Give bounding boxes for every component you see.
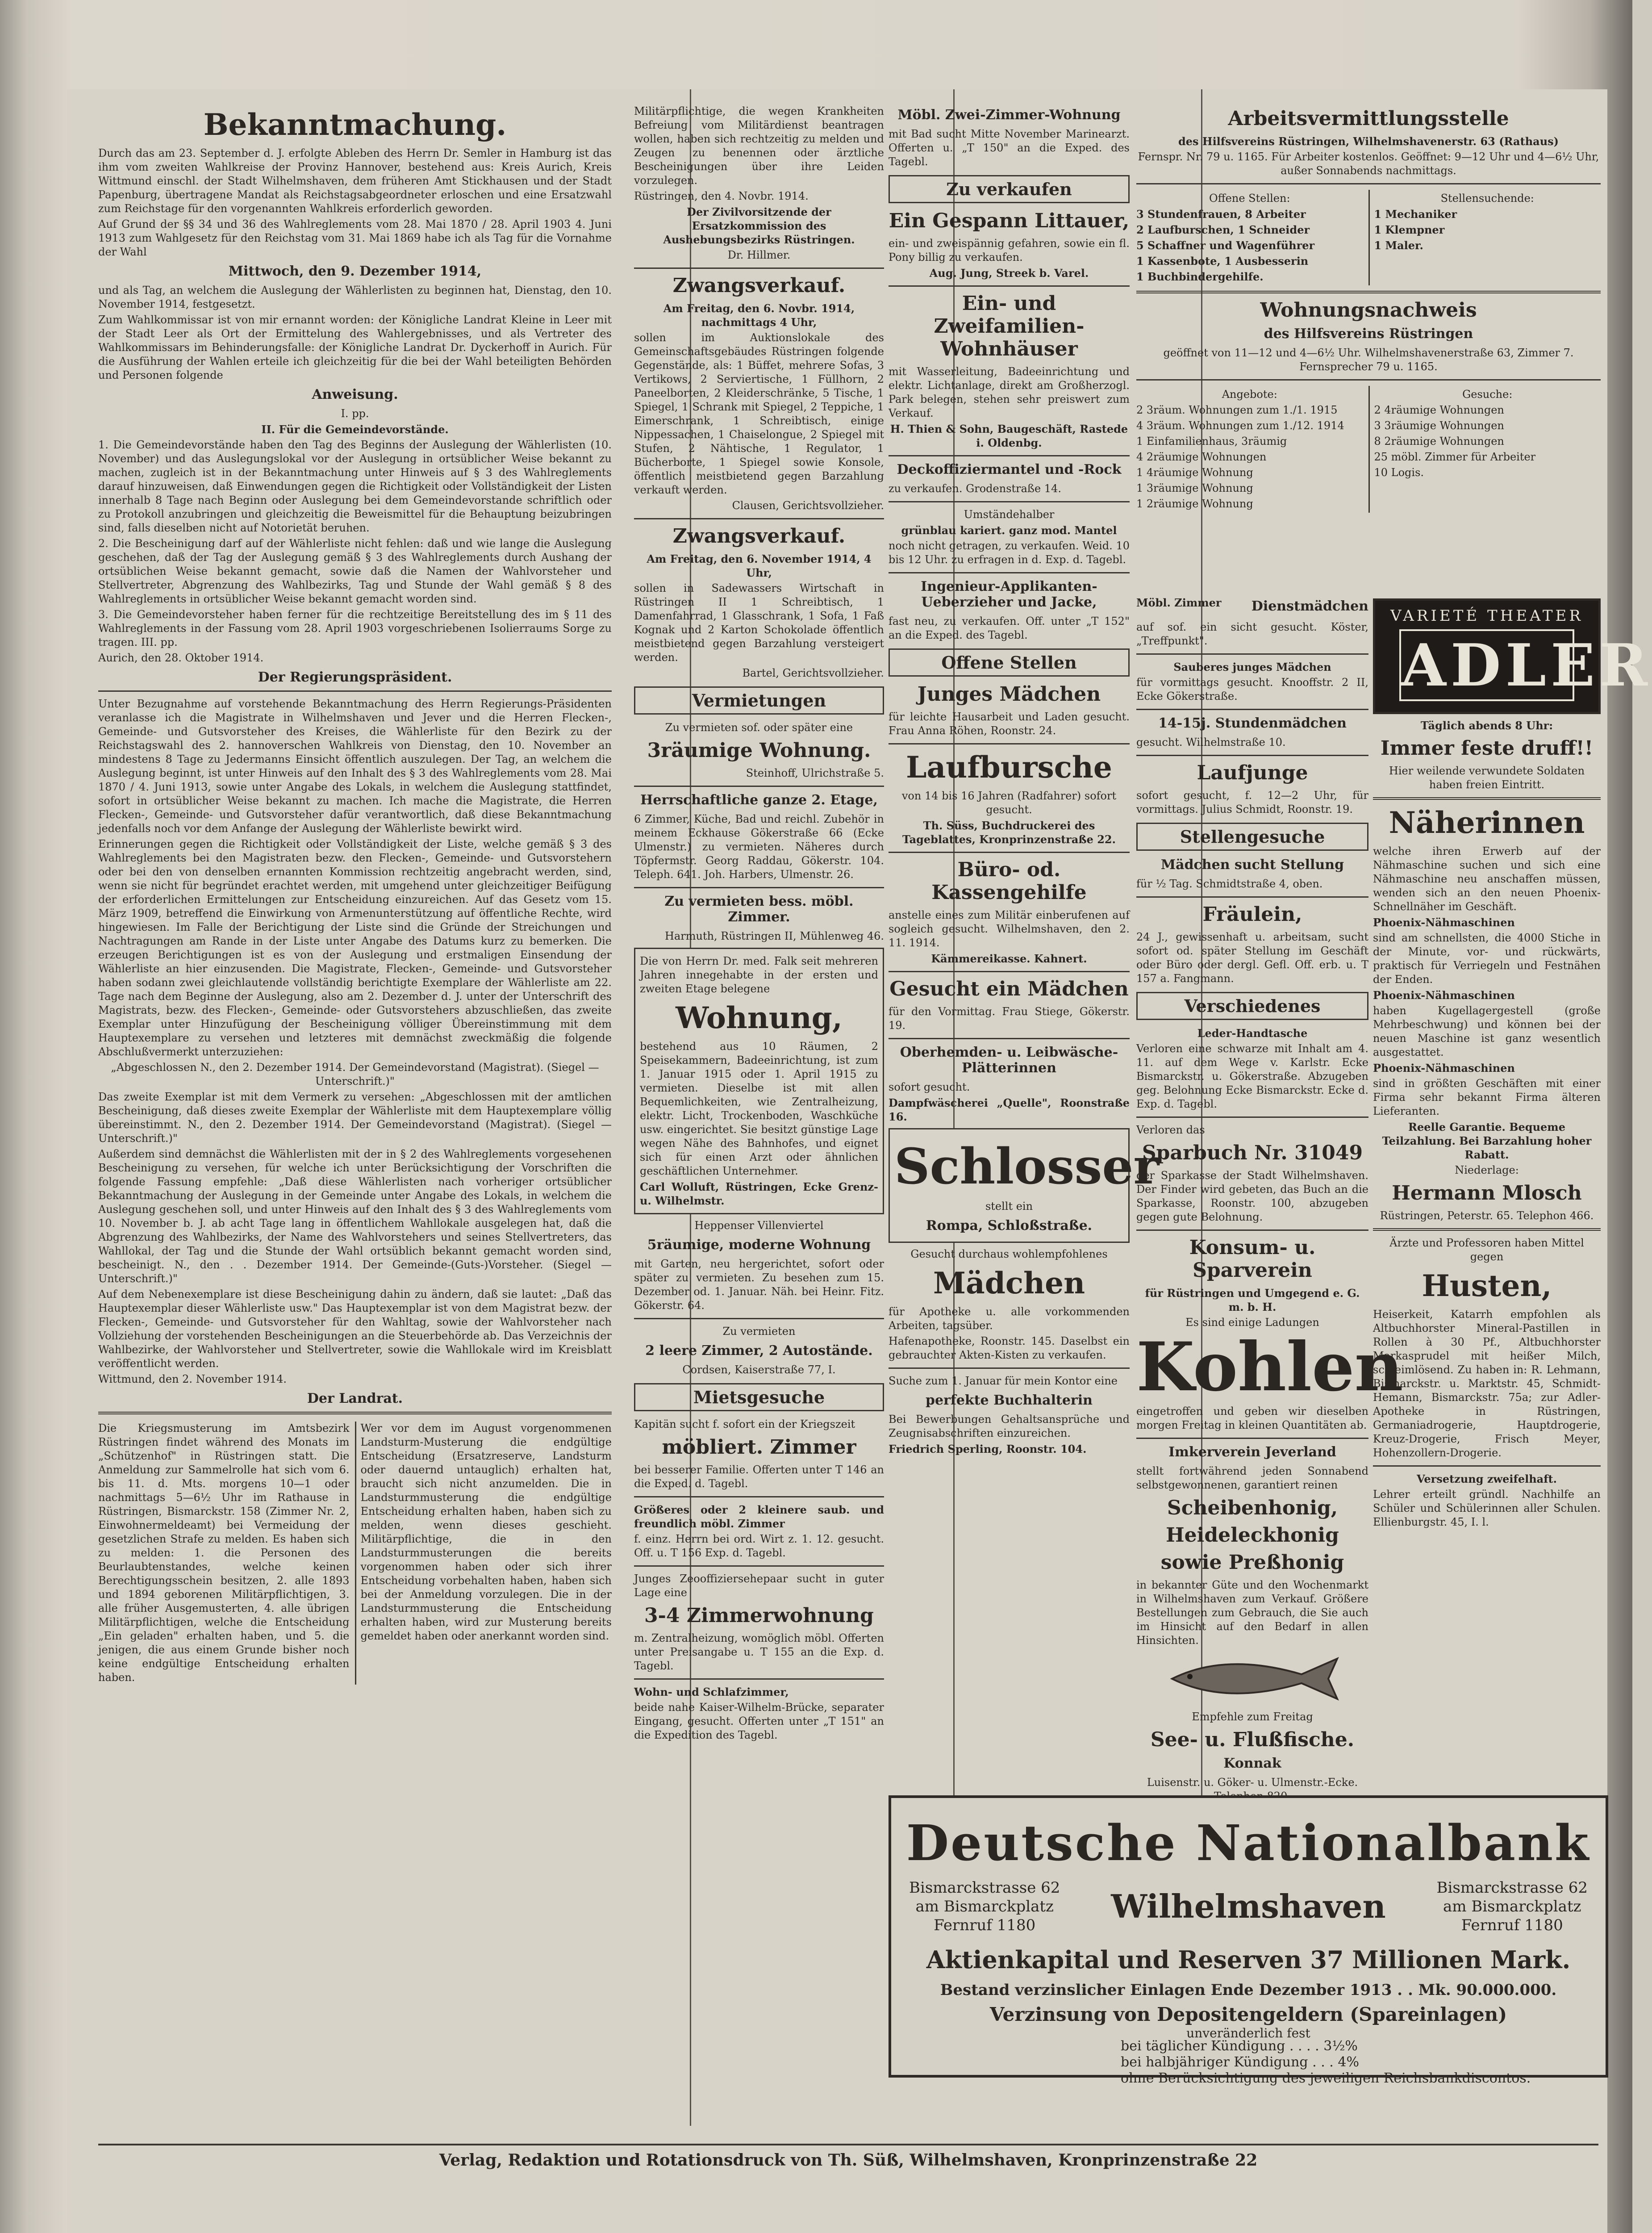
ad-text: stellt fortwährend jeden Sonnabend selbstgewonnenen, garantiert reinen bbox=[1136, 1465, 1368, 1491]
ad-text: f. einz. Herrn bei ord. Wirt z. 1. 12. gesucht. Off. u. T 156 Exp. d. Tagebl. bbox=[634, 1533, 884, 1559]
ad-text: für leichte Hausarbeit und Laden gesucht. Frau Anna Röhen, Roonstr. 24. bbox=[889, 711, 1130, 737]
ad-text: Empfehle zum Freitag bbox=[1192, 1710, 1313, 1723]
bank-rates bbox=[1121, 2038, 1567, 2087]
bank-city: Wilhelmshaven bbox=[1111, 1887, 1386, 1925]
ad-headline: Näherinnen bbox=[1389, 805, 1585, 840]
section-label-rentals: Vermietungen bbox=[634, 686, 884, 715]
divider bbox=[1136, 709, 1368, 710]
list-item: 3 Stundenfrauen, 8 Arbeiter bbox=[1136, 208, 1306, 221]
list-item: 5 Schaffner und Wagenführer bbox=[1136, 239, 1315, 252]
list-item: 4 2räumige Wohnungen bbox=[1136, 451, 1267, 463]
ad-headline: 3räumige Wohnung. bbox=[647, 739, 871, 762]
ad-headline: perfekte Buchhalterin bbox=[926, 1392, 1093, 1408]
notice-paragraph: Auf dem Nebenexemplare ist diese Bescheinigung dahin zu ändern, daß sie lautet: „Daß das Hauptexemplar dieser Wählerliste usw." Das Hauptexemplar ist von dem Magistrat bezw. der Flecken-, Gemeinde- und Gutsvorsteher für den Wahltag, sowie der Wahlvorsteher nach Vollziehung der vorstehenden Bescheinigungen an die Steuerbehörde ab. Das Verzeichnis der Wahlbezirke, der Wahlvorsteher und Stellvertreter, sowie die Wahllokale wird im Kreisblatt veröffentlicht werden. bbox=[98, 1288, 612, 1370]
list-item: 2 4räumige Wohnungen bbox=[1374, 404, 1504, 416]
theater-name: ADLER bbox=[1399, 629, 1574, 701]
notice-item: 2. Die Bescheinigung darf auf der Wählerliste nicht fehlen: daß und wie lange die Auslegung geschehen, daß der Tag der Auslegung gemäß § 3 des Wahlreglements durch Aushang der ortsüblichen Weise bekannt gemacht, sowie daß die Namen der Wahlvorsteher und Stellvertreter, Abgrenzung des Wahlbezirks, Tag und Stunde der Wahl gemäß § 8 des Wahlreglements in ortsüblicher Weise bekannt gemacht worden sind. bbox=[98, 537, 612, 605]
auction-date: Am Freitag, den 6. Novbr. 1914, nachmittags 4 Uhr, bbox=[663, 302, 855, 329]
ad-headline: Imkerverein Jeverland bbox=[1168, 1444, 1336, 1460]
column-classifieds bbox=[889, 103, 1160, 1795]
divider bbox=[1136, 183, 1601, 184]
divider bbox=[634, 887, 884, 888]
list-item: 1 Maler. bbox=[1374, 239, 1423, 252]
ad-headline: Schlosser bbox=[894, 1137, 1160, 1195]
list-item: 4 3räum. Wohnungen zum 1./12. 1914 bbox=[1136, 419, 1344, 432]
list-item: 1 Klempner bbox=[1374, 223, 1445, 236]
signature: Dr. Hillmer. bbox=[727, 249, 791, 261]
ad-text: haben Kugellagergestell (große Mehrbeschwung) und können bei der neuen Maschine ist ganz wesentlich ausgestattet. bbox=[1373, 1004, 1601, 1058]
muster-right-text: Wer vor dem im August vorgenommenen Landsturm-Musterung die endgültige Entscheidung (Ersatzreserve, Landsturm oder dauernd untauglich) erhalten hat, braucht sich nicht anzumelden. Die in Landsturmmusterung die endgültige Entscheidung erhalten haben, haben sich zu melden, wenn dieses geschieht. Militärpflichtige, die in den Landsturmmusterungen die bereits vorgenommen haben oder sich ihrer Entscheidung vorbehalten haben, haben sich bei der Anmeldung vorzulegen. Die in der Landsturmmusterung die Entscheidung erhalten haben, wird zur Musterung bereits gemeldet haben oder anerkannt worden sind. bbox=[355, 1422, 612, 1685]
ad-text: gesucht. Wilhelmstraße 10. bbox=[1136, 736, 1286, 749]
column-auctions-rentals bbox=[634, 103, 884, 1804]
section-label-job-offers: Offene Stellen bbox=[889, 648, 1130, 677]
ad-headline: Zu vermieten bess. möbl. Zimmer. bbox=[664, 894, 854, 925]
authority-signature: Der Landrat. bbox=[307, 1391, 403, 1406]
ad-headline: Heideleckhonig bbox=[1166, 1524, 1339, 1547]
ad-headline: Phoenix-Nähmaschinen bbox=[1373, 916, 1515, 929]
ad-contact: Rüstringen, Peterstr. 65. Telephon 466. bbox=[1380, 1209, 1594, 1222]
ad-text: Verloren das bbox=[1136, 1124, 1205, 1136]
ad-text: für den Vormittag. Frau Stiege, Gökerstr. 19. bbox=[889, 1005, 1130, 1032]
bank-rate-halfyear: bei halbjähriger Kündigung . . . 4% bbox=[1121, 2054, 1359, 2070]
labor-office-title: Arbeitsvermittlungsstelle bbox=[1228, 107, 1509, 130]
list-item: 10 Logis. bbox=[1374, 466, 1424, 479]
ad-headline: Konsum- u. Sparverein bbox=[1189, 1236, 1316, 1282]
bank-rate-daily: bei täglicher Kündigung . . . . 3½% bbox=[1121, 2038, 1358, 2054]
notice-paragraph: Unter Bezugnahme auf vorstehende Bekanntmachung des Herrn Regierungs-Präsidenten veranlasse ich die Magistrate in Wilhelmshaven und Jever und die Herren Flecken-, Gemeinde- und Gutsvorsteher des Kreises, die Wählerliste für den Bezirk zu der Reichstagswahl des 2. hannoverschen Wahlkreis von Dienstag, den 10. November an mindestens 8 Tage zu Jedermanns Einsicht öffentlich auszulegen. Der Tag, an welchem die Auslegung beginnt, ist unter Hinweis auf den Inhalt des § 3 des Wahlreglements vom 28. Mai 1870 / 4. Juni 1913, sowie unter Angabe des Lokals, in welchem die Auslegung stattfindet, sofort in ortsüblicher Weise bekannt zu machen. Ich mache die Magistrate, die Herren Flecken-, Gemeinde- und Gutsvorsteher dafür verantwortlich, daß diese Bekanntmachung jedenfalls noch vor dem Anfange der Auslegung der Wählerliste bewirkt wird. bbox=[98, 698, 612, 835]
ad-contact: Cordsen, Kaiserstraße 77, I. bbox=[682, 1363, 836, 1376]
auction-date: Am Freitag, den 6. November 1914, 4 Uhr, bbox=[647, 552, 872, 579]
section-label-miscellaneous: Verschiedenes bbox=[1136, 992, 1368, 1020]
authority-signature: Der Regierungspräsident. bbox=[258, 669, 452, 685]
ad-contact: Steinhoff, Ulrichstraße 5. bbox=[746, 767, 884, 779]
ad-headline: Ingenieur-Applikanten-Ueberzieher und Jacke, bbox=[921, 579, 1097, 610]
ad-text: mit Garten, neu hergerichtet, sofort oder später zu vermieten. Zu besehen zum 15. Dezember od. 1. Januar. Näh. bei Heinr. Fitz. Gökerstr. 64. bbox=[634, 1258, 884, 1312]
list-item: 2 Laufburschen, 1 Schneider bbox=[1136, 223, 1310, 236]
ad-headline: Leder-Handtasche bbox=[1197, 1027, 1308, 1040]
column-classifieds-2 bbox=[1136, 594, 1403, 1791]
ad-text: Niederlage: bbox=[1455, 1164, 1519, 1176]
ad-headline: Junges Mädchen bbox=[917, 683, 1101, 706]
ad-headline: Versetzung zweifelhaft. bbox=[1416, 1472, 1557, 1485]
section-label-rental-wanted: Mietsgesuche bbox=[634, 1383, 884, 1411]
ad-text: ein- und zweispännig gefahren, sowie ein fl. Pony billig zu verkaufen. bbox=[889, 237, 1130, 263]
ad-contact: Rompa, Schloßstraße. bbox=[926, 1218, 1093, 1234]
divider bbox=[634, 518, 884, 519]
ad-text: 24 J., gewissenhaft u. arbeitsam, sucht sofort od. später Stellung im Geschäft oder Büro oder dergl. Gefl. Off. erb. u. T 157 a. Fangmann. bbox=[1136, 931, 1368, 985]
column-right-ads bbox=[1373, 594, 1652, 1791]
ad-text: bei besserer Familie. Offerten unter T 146 an die Exped. d. Tagebl. bbox=[634, 1464, 884, 1490]
ad-text: sind in größten Geschäften mit einer Firma sehr bekannt Firma älteren Lieferanten. bbox=[1373, 1077, 1601, 1117]
place-date: Aurich, den 28. Oktober 1914. bbox=[98, 652, 264, 664]
bank-title: Deutsche Nationalbank bbox=[906, 1814, 1591, 1872]
bank-deposits: Bestand verzinslicher Einlagen Ende Dezember 1913 . . Mk. 90.000.000. bbox=[940, 1981, 1557, 1999]
ad-box-apartment bbox=[634, 948, 884, 1214]
ad-headline: Phoenix-Nähmaschinen bbox=[1373, 1062, 1515, 1075]
divider bbox=[889, 1038, 1130, 1039]
ad-headline: Husten, bbox=[1422, 1268, 1552, 1303]
list-item: 1 4räumige Wohnung bbox=[1136, 466, 1253, 479]
ad-text: Umständehalber bbox=[964, 508, 1055, 521]
ad-headline: Wohn- und Schlafzimmer, bbox=[634, 1685, 789, 1698]
place-date: Rüstringen, den 4. Novbr. 1914. bbox=[634, 190, 809, 202]
auction-title: Zwangsverkauf. bbox=[672, 274, 846, 297]
divider bbox=[889, 285, 1130, 287]
ad-text: 6 Zimmer, Küche, Bad und reichl. Zubehör in meinem Eckhause Gökerstraße 66 (Ecke Ulmenstr.) zu vermieten. Näheres durch Töpfermstr. Georg Raddau, Gökerstr. 104. Teleph. 641. Joh. Harbers, Ulmenstr. 26. bbox=[634, 813, 884, 881]
notice-paragraph: Außerdem sind demnächst die Wählerlisten mit der in § 2 des Wahlreglements vorgesehenen Bescheinigung zu versehen, für welche ich unter Berücksichtigung der Vorschriften die folgende Fassung empfehle: „Daß diese Wählerlisten nach vorheriger ortsüblicher Bekanntmachung der Auslegung in der Gemeinde unter Angabe des Lokals, in welchem die Auslegung geschehen soll, und unter Hinweis auf den Inhalt des § 3 des Wahlreglements vom 10. November b. J. ab acht Tage lang in öffentlichem Wahllokale ausgelegen hat, daß die Abgrenzung des Wahlbezirks, der Name des Wahlvorstehers und seines Stellvertreters, das Wahllokal, der Tag und die Stunde der Wahl ortsüblich bekannt gemacht worden sind, bescheinigt. N., den . . Dezember 1914. Der Gemeinde-(Guts-)Vorsteher. (Siegel — Unterschrift.)" bbox=[98, 1148, 612, 1285]
ad-headline: sowie Preßhonig bbox=[1160, 1551, 1344, 1574]
ad-headline: Laufbursche bbox=[906, 750, 1112, 785]
auction-text: sollen in Sadewassers Wirtschaft in Rüstringen II 1 Schreibtisch, 1 Damenfahrrad, 1 Glasschrank, 1 Sofa, 1 Faß Kognak und 2 Karton Schokolade öffentlich meistbietend gegen Barzahlung versteigert werden. bbox=[634, 582, 884, 664]
ad-text: Ärzte und Professoren haben Mittel gegen bbox=[1389, 1237, 1584, 1263]
list-heading: Gesuche: bbox=[1462, 388, 1513, 401]
ad-contact: Th. Süss, Buchdruckerei des Tageblattes, Kronprinzenstraße 22. bbox=[902, 819, 1116, 846]
divider bbox=[634, 1496, 884, 1497]
ad-contact: Aug. Jung, Streek b. Varel. bbox=[929, 267, 1089, 280]
divider bbox=[634, 1565, 884, 1567]
ad-contact: Carl Wolluft, Rüstringen, Ecke Grenz- u. Wilhelmstr. bbox=[640, 1180, 878, 1207]
ad-contact: H. Thien & Sohn, Baugeschäft, Rastede i. Oldenbg. bbox=[890, 422, 1128, 449]
divider bbox=[634, 268, 884, 269]
ad-text: Hier weilende verwundete Soldaten haben freien Eintritt. bbox=[1389, 765, 1585, 791]
ad-contact: Kämmereikasse. Kahnert. bbox=[931, 952, 1087, 965]
ad-text: mit Bad sucht Mitte November Marinearzt. Offerten u. „T 150" an die Exped. des Tagebl. bbox=[889, 128, 1130, 168]
ad-contact: Hafenapotheke, Roonstr. 145. Daselbst ein gebrauchter Akten-Kisten zu verkaufen. bbox=[889, 1335, 1130, 1361]
divider bbox=[1136, 1229, 1368, 1231]
ad-headline: Mädchen bbox=[933, 1266, 1085, 1300]
notice-paragraph: Erinnerungen gegen die Richtigkeit oder Vollständigkeit der Liste, welche gemäß § 3 des Wahlreglements bei den Magistraten bezw. den Flecken-, Gemeinde- und Gutsvorstehern oder bei den von denselben ernannten Kommission rechtzeitig angebracht werden, sind, wenn sie nicht für begründet erachtet werden, mit umgehend unter gleichzeitiger Beifügung der erforderlichen Ermittelungen zur Entscheidung einzureichen. Auf das Gesetz vom 15. März 1909, betreffend die Einwirkung von Armenunterstützung auf öffentliche Rechte, wird hingewiesen. Im Falle der Berichtigung der Liste sind die Gründe der Streichungen und Nachtragungen am Rande in der Liste unter Angabe des Datums kurz zu bemerken. Die erzeugen Berichtigungen ist es von der Auslegung und erstmaligen Einsendung der Wählerliste an hier einzusenden. Die Magistrate, Flecken-, Gemeinde- und Gutsvorsteher haben sodann zwei gleichlautende vollständig berichtigte Exemplare der Wählerliste am 22. Tage nach dem Beginne der Auslegung, also am 2. Dezember d. J. unter der Unterschrift des Magistrats, bezw. des Flecken-, Gemeinde- oder Gutsvorstehers abzuschließen, das zweite Exemplar unter Hinzufügung der Bescheinigung völliger Übereinstimmung mit dem Hauptexemplare zu versehen und letzteres mit demnächst zweckmäßig die folgende Abschlußvermerkt unterzuziehen: bbox=[98, 838, 612, 1058]
ad-headline: Größeres oder 2 kleinere saub. und freundlich möbl. Zimmer bbox=[634, 1503, 884, 1530]
bank-address-right: Bismarckstrasse 62 am Bismarckplatz Fernruf 1180 bbox=[1436, 1879, 1588, 1934]
ad-headline: Scheibenhonig, bbox=[1167, 1497, 1338, 1519]
ad-text: m. Zentralheizung, womöglich möbl. Offerten unter Preisangabe u. T 155 an die Exp. d. Tagebl. bbox=[634, 1632, 884, 1672]
section-label-job-wanted: Stellengesuche bbox=[1136, 823, 1368, 851]
bank-capital: Aktienkapital und Reserven 37 Millionen Mark. bbox=[926, 1945, 1571, 1974]
notice-item: 1. Die Gemeindevorstände haben den Tag des Beginns der Auslegung der Wählerlisten (10. November) und das Auslegungslokal vor der Auslegung in ortsüblicher Weise bekannt zu machen, zugleich ist in der Bekanntmachung unter Hinweis auf § 3 des Wahlreglements darauf hinzuweisen, daß Einwendungen gegen die Richtigkeit oder Vollständigkeit der Listen innerhalb 8 Tage nach Beginn oder Auslegung bei dem Gemeindevorstande schriftlich oder zu Protokoll anzubringen und gleichzeitig die Beweismittel für die Behauptung beizubringen sind, falls dieselben nicht auf Notorietät beruhen. bbox=[98, 439, 612, 534]
ad-text: Junges Zeooffiziersehepaar sucht in guter Lage eine bbox=[634, 1572, 884, 1599]
ad-text: Luisenstr. u. Göker- u. Ulmenstr.-Ecke. bbox=[1147, 1776, 1358, 1789]
housing-office-subtitle: des Hilfsvereins Rüstringen bbox=[1264, 326, 1473, 342]
list-heading: Angebote: bbox=[1222, 388, 1277, 401]
open-positions bbox=[1136, 190, 1363, 285]
ad-text: Die von Herrn Dr. med. Falk seit mehreren Jahren innegehabte in der ersten und zweiten Etage belegene bbox=[640, 955, 878, 995]
ad-text: Zu vermieten sof. oder später eine bbox=[665, 721, 853, 734]
divider bbox=[1136, 379, 1601, 381]
ad-headline: Wohnung, bbox=[676, 1000, 843, 1035]
ad-headline: 3-4 Zimmerwohnung bbox=[644, 1604, 874, 1627]
ad-text: Lehrer erteilt gründl. Nachhilfe an Schüler und Schülerinnen aller Schulen. Ellienburgstr. 45, I. l. bbox=[1373, 1488, 1601, 1528]
ad-text: stellt ein bbox=[985, 1200, 1033, 1213]
ad-headline: Sparbuch Nr. 31049 bbox=[1142, 1142, 1363, 1164]
divider bbox=[1373, 797, 1601, 800]
notice-paragraph: Das zweite Exemplar ist mit dem Vermerk zu versehen: „Abgeschlossen mit der amtlichen Bescheinigung, daß dieses zweite Exemplar der Wählerliste mit dem Hauptexemplare völlig übereinstimmt. N., den 2. Dezember 1914. Der Gemeindevorstand (Magistrat). (Siegel — Unterschrift.)" bbox=[98, 1091, 612, 1145]
bank-ad bbox=[889, 1795, 1608, 2078]
divider bbox=[889, 1367, 1130, 1369]
ad-headline: 5räumige, moderne Wohnung bbox=[647, 1237, 871, 1253]
ad-text: eingetroffen und geben wir dieselben morgen Freitag in kleinen Quantitäten ab. bbox=[1136, 1405, 1368, 1431]
section-label-for-sale: Zu verkaufen bbox=[889, 175, 1130, 203]
ad-text: Suche zum 1. Januar für mein Kontor eine bbox=[889, 1375, 1118, 1387]
divider bbox=[889, 743, 1130, 744]
divider bbox=[1136, 291, 1601, 293]
auction-title: Zwangsverkauf. bbox=[672, 525, 846, 548]
notice-paragraph: und als Tag, an welchem die Auslegung der Wählerlisten zu beginnen hat, Dienstag, den 10. November 1914, festgesetzt. bbox=[98, 284, 612, 310]
quoted-form: „Abgeschlossen N., den 2. Dezember 1914. Der Gemeindevorstand (Magistrat). (Siegel — Unterschrift.)" bbox=[111, 1061, 599, 1087]
labor-office-subtitle: des Hilfsvereins Rüstringen, Wilhelmshavenerstr. 63 (Rathaus) bbox=[1178, 135, 1559, 148]
ad-headline: Phoenix-Nähmaschinen bbox=[1373, 989, 1515, 1002]
divider bbox=[1136, 1438, 1368, 1439]
housing-office-hours: geöffnet von 11—12 und 4—6½ Uhr. Wilhelmshavenerstraße 63, Zimmer 7. Fernsprecher 79 u. 1165. bbox=[1163, 347, 1574, 373]
divider bbox=[1136, 653, 1368, 655]
ad-contact: Friedrich Sperling, Roonstr. 104. bbox=[889, 1443, 1087, 1455]
list-item: 3 3räumige Wohnungen bbox=[1374, 419, 1504, 432]
ad-headline: Laufjunge bbox=[1197, 761, 1308, 784]
ad-text: Reelle Garantie. Bequeme Teilzahlung. Bei Barzahlung hoher Rabatt. bbox=[1382, 1121, 1592, 1161]
ad-text: Gesucht durchaus wohlempfohlenes bbox=[910, 1248, 1108, 1260]
divider bbox=[1136, 1116, 1368, 1118]
theater-label: VARIETÉ THEATER bbox=[1390, 607, 1583, 625]
imprint-footer: Verlag, Redaktion und Rotationsdruck von Th. Süß, Wilhelmshaven, Kronprinzenstraße 22 bbox=[98, 2144, 1598, 2170]
show-title: Immer feste druff!! bbox=[1380, 737, 1594, 760]
notice-paragraph: Militärpflichtige, die wegen Krankheiten Befreiung vom Militärdienst beantragen wollen, haben sich rechtzeitig zu melden und Zeugen zu benennen oder ärztliche Bescheinigungen über ihre Leiden vorzulegen. bbox=[634, 105, 884, 187]
ad-text: in bekannter Güte und den Wochenmarkt in Wilhelmshaven zum Verkauf. Größere Bestellungen zum Gebrauch, die Sie auch im Hinsicht auf den Bedarf in allen Hinsichten. bbox=[1136, 1579, 1368, 1647]
ad-headline: Oberhemden- u. Leibwäsche-Plätterinnen bbox=[900, 1045, 1118, 1076]
list-item: 8 2räumige Wohnungen bbox=[1374, 435, 1504, 447]
ad-text: welche ihren Erwerb auf der Nähmaschine suchen und sich eine Nähmaschine neu anschaffen müssen, wenden sich an den neuen Phoenix-Schnellnäher im Geschäft. bbox=[1373, 845, 1601, 913]
divider bbox=[98, 1412, 612, 1414]
show-time: Täglich abends 8 Uhr: bbox=[1420, 719, 1553, 732]
section-heading: II. Für die Gemeindevorstände. bbox=[261, 423, 449, 436]
divider bbox=[634, 786, 884, 787]
ad-text: sofort gesucht. bbox=[889, 1081, 970, 1093]
fish-icon bbox=[1159, 1652, 1346, 1706]
notice-title: Bekanntmachung. bbox=[203, 107, 507, 142]
bank-rate-note: ohne Berücksichtigung des jeweiligen Reichsbankdiscontos. bbox=[1121, 2070, 1531, 2086]
section-marker: I. pp. bbox=[341, 407, 369, 420]
theater-ad bbox=[1373, 598, 1652, 714]
ad-text: sind am schnellsten, die 4000 Stiche in der Minute, vor- und rückwärts, praktisch für Verriegeln und Festnähen der Enden. bbox=[1373, 932, 1601, 986]
notice-paragraph: Auf Grund der §§ 34 und 36 des Wahlreglements vom 28. Mai 1870 / 28. April 1903 4. Juni 1913 zum Wahlgesetz für den Reichstag vom 31. Mai 1869 habe ich als Tag für die Vornahme der Wahl bbox=[98, 218, 612, 258]
ad-headline: Hermann Mlosch bbox=[1392, 1182, 1582, 1204]
divider bbox=[634, 1318, 884, 1319]
section-heading: Anweisung. bbox=[312, 387, 398, 402]
divider bbox=[98, 690, 612, 692]
ad-headline: Ein Gespann Littauer, bbox=[889, 209, 1130, 232]
notice-paragraph: Durch das am 23. September d. J. erfolgte Ableben des Herrn Dr. Semler in Hamburg ist das ihm vom zweiten Wahlkreise der Provinz Hannover, bestehend aus: Kreis Aurich, Kreis Wittmund einschl. der Stadt Wilhelmshaven, dem früheren Amt Stickhausen und der Stadt Papenburg, übertragene Mandat als Reichstagsabgeordneter erloschen und eine Ersatzwahl zum Reichstage für den vorgenannten Wahlkreis erforderlich geworden. bbox=[98, 147, 612, 215]
divider bbox=[889, 455, 1130, 456]
office-name: Der Zivilvorsitzende der Ersatzkommission des Aushebungsbezirks Rüstringen. bbox=[663, 205, 855, 246]
list-item: 1 Mechaniker bbox=[1374, 208, 1457, 221]
ad-text: Es sind einige Ladungen bbox=[1185, 1316, 1319, 1329]
ad-headline: Mädchen sucht Stellung bbox=[1160, 857, 1344, 873]
ad-text: Zu vermieten bbox=[722, 1325, 796, 1338]
ad-text: Kapitän sucht f. sofort ein der Kriegszeit bbox=[634, 1418, 855, 1430]
muster-notice bbox=[98, 1420, 612, 1686]
ad-headline: möbliert. Zimmer bbox=[662, 1436, 856, 1459]
list-item: 1 3räumige Wohnung bbox=[1136, 482, 1253, 494]
ad-headline: See- u. Flußfische. bbox=[1150, 1728, 1355, 1751]
ad-box-locksmith bbox=[889, 1128, 1160, 1243]
bank-address-left: Bismarckstrasse 62 am Bismarckplatz Fernruf 1180 bbox=[909, 1879, 1060, 1934]
ad-text: zu verkaufen. Grodenstraße 14. bbox=[889, 482, 1061, 495]
list-item: 25 möbl. Zimmer für Arbeiter bbox=[1374, 451, 1536, 463]
labor-lists bbox=[1136, 190, 1601, 285]
auction-text: sollen im Auktionslokale des Gemeinschaftsgebäudes Rüstringen folgende Gegenstände, als: 1 Büffet, mehrere Sofas, 3 Vertikows, 2 Serviertische, 1 Füllhorn, 2 Paneelborten, 2 Kleiderschränke, 5 Tische, 1 Spiegel, 1 Schrank mit Spiegel, 2 Teppiche, 1 Eimerschrank, 1 Schreibtisch, einige Nippessachen, 1 Chaiselongue, 2 Spiegel mit Stufen, 2 Nähtische, 1 Regulator, 1 Bücherborte, 1 Spiegel sowie Konsole, öffentlich meistbietend gegen Barzahlung verkauft werden. bbox=[634, 331, 884, 496]
ad-text: Verloren eine schwarze mit Inhalt am 4. 11. auf dem Wege v. Karlstr. Ecke Bismarckstr. u. Gökerstraße. Abzugeben geg. Belohnung Ecke Bismarckstr. Ecke d. Exp. d. Tagebl. bbox=[1136, 1042, 1368, 1110]
ad-headline: Gesucht ein Mädchen bbox=[889, 978, 1129, 1000]
ad-text: noch nicht getragen, zu verkaufen. Weid. 10 bis 12 Uhr. zu erfragen in d. Exp. d. Tagebl. bbox=[889, 539, 1130, 566]
bank-interest-heading: Verzinsung von Depositengeldern (Spareinlagen) bbox=[989, 2003, 1507, 2025]
place-date: Wittmund, den 2. November 1914. bbox=[98, 1373, 287, 1385]
list-item: 1 2räumige Wohnung bbox=[1136, 498, 1253, 510]
ad-text: Heiserkeit, Katarrh empfohlen als Altbuchhorster Mineral-Pastillen in Rollen à 30 Pf., Altbuchhorster Markasprudel mit heißer Milch, schleimlösend. Zu haben in: R. Lehmann, Bismarckstr. u. Marktstr. 45, Schmidt-Hemann, Bismarckstr. 75a; zur Adler-Apotheke in Rüstringen, Germaniadrogerie, Hauptdrogerie, Kreuz-Drogerie, Frisch Meyer, Hohenzollern-Drogerie. bbox=[1373, 1308, 1601, 1459]
auction-signature: Clausen, Gerichtsvollzieher. bbox=[732, 499, 884, 512]
list-item: 1 Buchbindergehilfe. bbox=[1136, 270, 1264, 283]
ad-text: für vormittags gesucht. Knooffstr. 2 II, Ecke Gökerstraße. bbox=[1136, 676, 1368, 703]
divider bbox=[889, 501, 1130, 502]
ad-text: von 14 bis 16 Jahren (Radfahrer) sofort gesucht. bbox=[901, 790, 1117, 816]
ad-text: Heppenser Villenviertel bbox=[694, 1219, 824, 1232]
bank-interest-sub: unveränderlich fest bbox=[1186, 2026, 1310, 2041]
housing-offers bbox=[1136, 386, 1363, 513]
muster-left-text: Die Kriegsmusterung im Amtsbezirk Rüstringen findet während des Monats im „Schützenhof" in Rüstringen statt. Die Anmeldung zur Sammelrolle hat sich vom 6. bis 11. d. Mts. morgens 10—1 oder nachmittags 5—6½ Uhr im Rathause in Rüstringen, Bismarckstr. 158 (Zimmer Nr. 2, Einwohnermeldeamt) bei Vermeidung der gesetzlichen Strafe zu melden. Es haben sich zu melden: 1. die Personen des Beurlaubtenstandes, welche keinen Berechtigungsschein besitzen, 2. alle 1893 und 1894 geborenen Militärpflichtigen, 3. alle früher Ausgemusterten, 4. alle übrigen Militärpflichtigen, welche die Entscheidung „Ein geladen" erhalten haben, und 5. die jenigen, die aus einem Grunde bisher noch keine endgültige Entscheidung erhalten haben. bbox=[98, 1422, 350, 1684]
list-item: 1 Einfamilienhaus, 3räumig bbox=[1136, 435, 1287, 447]
ad-text: beide nahe Kaiser-Wilhelm-Brücke, separater Eingang, gesucht. Offerten unter „T 151" an die Expedition des Tagebl. bbox=[634, 1701, 884, 1741]
labor-office-hours: Fernspr. Nr. 79 u. 1165. Für Arbeiter kostenlos. Geöffnet: 9—12 Uhr und 4—6½ Uhr, außer Sonnabends nachmittags. bbox=[1138, 151, 1599, 177]
ad-text: auf sof. ein sicht gesucht. Köster, „Treffpunkt". bbox=[1136, 621, 1368, 647]
ad-headline: grünblau kariert. ganz mod. Mantel bbox=[901, 524, 1117, 537]
ad-headline: Möbl. Zwei-Zimmer-Wohnung bbox=[897, 107, 1121, 123]
divider bbox=[1373, 1465, 1601, 1467]
divider bbox=[889, 852, 1130, 853]
election-date: Mittwoch, den 9. Dezember 1914, bbox=[228, 263, 482, 279]
auction-signature: Bartel, Gerichtsvollzieher. bbox=[742, 667, 884, 679]
column-official-notices bbox=[98, 103, 612, 2139]
housing-office-title: Wohnungsnachweis bbox=[1260, 299, 1477, 322]
ad-text: bestehend aus 10 Räumen, 2 Speisekammern, Badeeinrichtung, ist zum 1. Januar 1915 oder 1. April 1915 zu vermieten. Dieselbe ist mit allen Bequemlichkeiten, wie Zentralheizung, elektr. Licht, Trockenboden, Waschküche usw. eingerichtet. Sie besitzt günstige Lage wegen Nähe des Bahnhofes, und eignet sich für einen Arzt oder ähnlichen geschäftlichen Unternehmer. bbox=[640, 1040, 878, 1177]
list-heading: Stellensuchende: bbox=[1440, 192, 1534, 205]
divider bbox=[1373, 1228, 1601, 1231]
ad-headline: Büro- od. Kassengehilfe bbox=[931, 858, 1087, 904]
ad-text: Bei Bewerbungen Gehaltsansprüche und Zeugnisabschriften einzureichen. bbox=[889, 1413, 1130, 1439]
ad-text: für Apotheke u. alle vorkommenden Arbeiten, tagsüber. bbox=[889, 1305, 1130, 1332]
ad-headline: Sauberes junges Mädchen bbox=[1173, 661, 1331, 673]
ad-headline: Dienstmädchen bbox=[1251, 598, 1368, 614]
housing-requests bbox=[1368, 386, 1601, 513]
list-item: 1 Kassenbote, 1 Ausbesserin bbox=[1136, 255, 1309, 268]
ad-contact: Harmuth, Rüstringen II, Mühlenweg 46. bbox=[665, 930, 884, 942]
ad-text: fast neu, zu verkaufen. Off. unter „T 152" an die Exped. des Tagebl. bbox=[889, 615, 1130, 641]
ad-headline-coal: Kohlen bbox=[1136, 1328, 1403, 1406]
ad-text: anstelle eines zum Militär einberufenen auf sogleich gesucht. Wilhelmshaven, den 2. 11. 1914. bbox=[889, 909, 1130, 949]
ad-headline: Herrschaftliche ganze 2. Etage, bbox=[640, 792, 878, 808]
column-labor-office bbox=[1136, 103, 1601, 590]
ad-headline: 14-15j. Stundenmädchen bbox=[1158, 715, 1347, 731]
ad-headline: Fräulein, bbox=[1202, 903, 1302, 926]
ad-text: Möbl. Zimmer bbox=[1136, 596, 1222, 609]
job-seekers bbox=[1368, 190, 1601, 285]
ad-text: der Sparkasse der Stadt Wilhelmshaven. Der Finder wird gebeten, das Buch an die Sparkasse, Roonstr. 100, abzugeben gegen gute Belohnung. bbox=[1136, 1169, 1368, 1223]
ad-contact: Dampfwäscherei „Quelle", Roonstraße 16. bbox=[889, 1096, 1130, 1123]
list-item: 2 3räum. Wohnungen zum 1./1. 1915 bbox=[1136, 404, 1338, 416]
ad-headline: 2 leere Zimmer, 2 Autostände. bbox=[645, 1343, 873, 1359]
divider bbox=[634, 1678, 884, 1680]
ad-text: mit Wasserleitung, Badeeinrichtung und elektr. Lichtanlage, direkt am Großherzogl. Park belegen, stehen sehr preiswert zum Verkauf. bbox=[889, 365, 1130, 419]
ad-text: sofort gesucht, f. 12—2 Uhr, für vormittags. Julius Schmidt, Roonstr. 19. bbox=[1136, 789, 1368, 815]
notice-paragraph: Zum Wahlkommissar ist von mir ernannt worden: der Königliche Landrat Kleine in Leer mit der Stadt Leer als Ort der Ermittelung des Wahlergebnisses, und als Vertreter des Wahlkommissars im Behinderungsfalle: der Königliche Landrat Dr. Dyckerhoff in Aurich. Für die Ausführung der Wahlen erteile ich gleichzeitig für die bei der Wahl beteiligten Behörden und Personen folgende bbox=[98, 314, 612, 381]
ad-row bbox=[1136, 594, 1368, 619]
ad-headline: Ein- und Zweifamilien-Wohnhäuser bbox=[934, 292, 1085, 360]
list-heading: Offene Stellen: bbox=[1209, 192, 1290, 205]
divider bbox=[889, 572, 1130, 573]
ad-contact: Konnak bbox=[1223, 1756, 1281, 1771]
divider bbox=[1136, 755, 1368, 756]
housing-lists bbox=[1136, 386, 1601, 513]
ad-text: für Rüstringen und Umgegend e. G. m. b. H. bbox=[1145, 1287, 1360, 1313]
divider bbox=[889, 971, 1130, 972]
ad-text: für ½ Tag. Schmidtstraße 4, oben. bbox=[1136, 878, 1323, 890]
divider bbox=[1136, 896, 1368, 898]
ad-headline: Deckoffiziermantel und -Rock bbox=[897, 462, 1122, 477]
notice-item: 3. Die Gemeindevorsteher haben ferner für die rechtzeitige Bereitstellung des im § 11 des Wahlreglements in der Fassung vom 28. April 1903 vorgeschriebenen Isolierraums Sorge zu tragen. III. pp. bbox=[98, 608, 612, 648]
